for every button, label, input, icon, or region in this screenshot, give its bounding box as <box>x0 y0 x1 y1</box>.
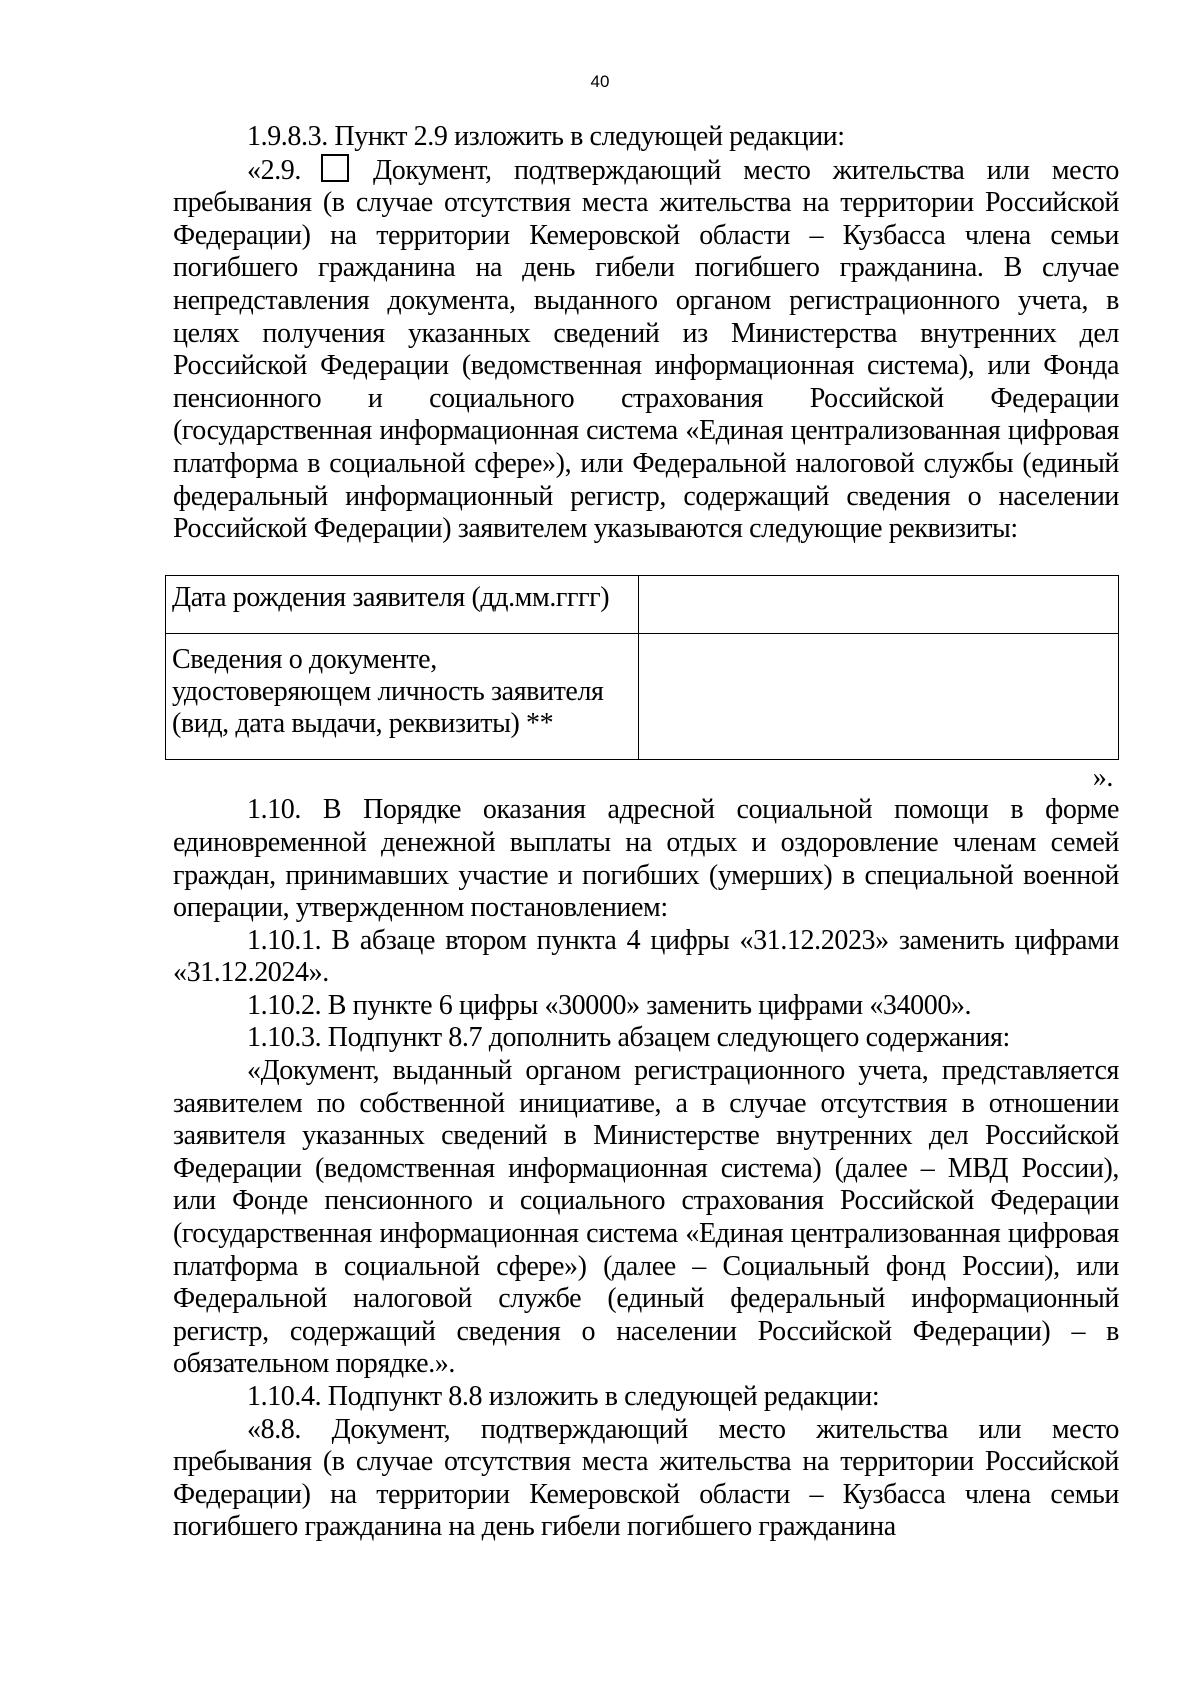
page-number: 40 <box>590 72 610 91</box>
checkbox-icon[interactable] <box>321 154 349 182</box>
table-cell-label: Дата рождения заявителя (дд.мм.гггг) <box>166 575 639 633</box>
table-row <box>166 633 1119 759</box>
paragraph-1-10-1: 1.10.1. В абзаце втором пункта 4 цифры «31.12.2023» заменить цифрами «31.12.2024». <box>173 924 1119 989</box>
paragraph-1-10-2: 1.10.2. В пункте 6 цифры «30000» заменить цифрами «34000». <box>247 989 972 1021</box>
paragraph-1-10: 1.10. В Порядке оказания адресной социальной помощи в форме единовременной денежной выплаты на отдых и оздоровление членам семей граждан, принимавших участие и погибших (умерших) в специальной военной операции, утвержденном постановлением: <box>173 794 1119 924</box>
table-row <box>166 575 1119 633</box>
table-cell-label: Сведения о документе, удостоверяющем личность заявителя (вид, дата выдачи, реквизиты) ** <box>166 633 639 759</box>
requisites-table <box>165 575 1119 760</box>
closing-quote: ». <box>1092 761 1113 793</box>
paragraph-2-9-prefix: «2.9. <box>247 154 302 186</box>
paragraph-1-10-3: 1.10.3. Подпункт 8.7 дополнить абзацем следующего содержания: <box>247 1022 1010 1054</box>
paragraph-1-9-8-3: 1.9.8.3. Пункт 2.9 изложить в следующей редакции: <box>247 121 845 152</box>
table-cell-value[interactable] <box>639 575 1119 633</box>
paragraph-2-9-text: Документ, подтверждающий место жительства или место пребывания (в случае отсутствия места жительства на территории Российской Федерации) на территории Кемеровской области – Кузбасса члена семьи погибшего гражданина на день гибели погибшего гражданина. В случае непредставления документа, выданного органом регистрационного учета, в целях получения указанных сведений из Министерства внутренних дел Российской Федерации (ведомственная информационная система), или Фонда пенсионного и социального страхования Российской Федерации (государственная информационная система «Единая централизованная цифровая платформа в социальной сфере»), или Федеральной налоговой службы (единый федеральный информационный регистр, содержащий сведения о населении Российской Федерации) заявителем указываются следующие реквизиты: <box>173 154 1119 545</box>
table-cell-value[interactable] <box>639 633 1119 759</box>
document-body <box>173 121 1119 1544</box>
paragraph-2-9 <box>173 154 1119 546</box>
paragraph-8-8: «8.8. Документ, подтверждающий место жительства или место пребывания (в случае отсутствия места жительства на территории Российской Федерации) на территории Кемеровской области – Кузбасса члена семьи погибшего гражданина на день гибели погибшего гражданина <box>173 1413 1119 1543</box>
paragraph-document-quote: «Документ, выданный органом регистрационного учета, представляется заявителем по собственной инициативе, а в случае отсутствия в отношении заявителя указанных сведений в Министерстве внутренних дел Российской Федерации (ведомственная информационная система) (далее – МВД России), или Фонде пенсионного и социального страхования Российской Федерации (государственная информационная система «Единая централизованная цифровая платформа в социальной сфере») (далее – Социальный фонд России), или Федеральной налоговой службе (единый федеральный информационный регистр, содержащий сведения о населении Российской Федерации) – в обязательном порядке.». <box>173 1055 1119 1380</box>
paragraph-1-10-4: 1.10.4. Подпункт 8.8 изложить в следующей редакции: <box>247 1381 880 1412</box>
